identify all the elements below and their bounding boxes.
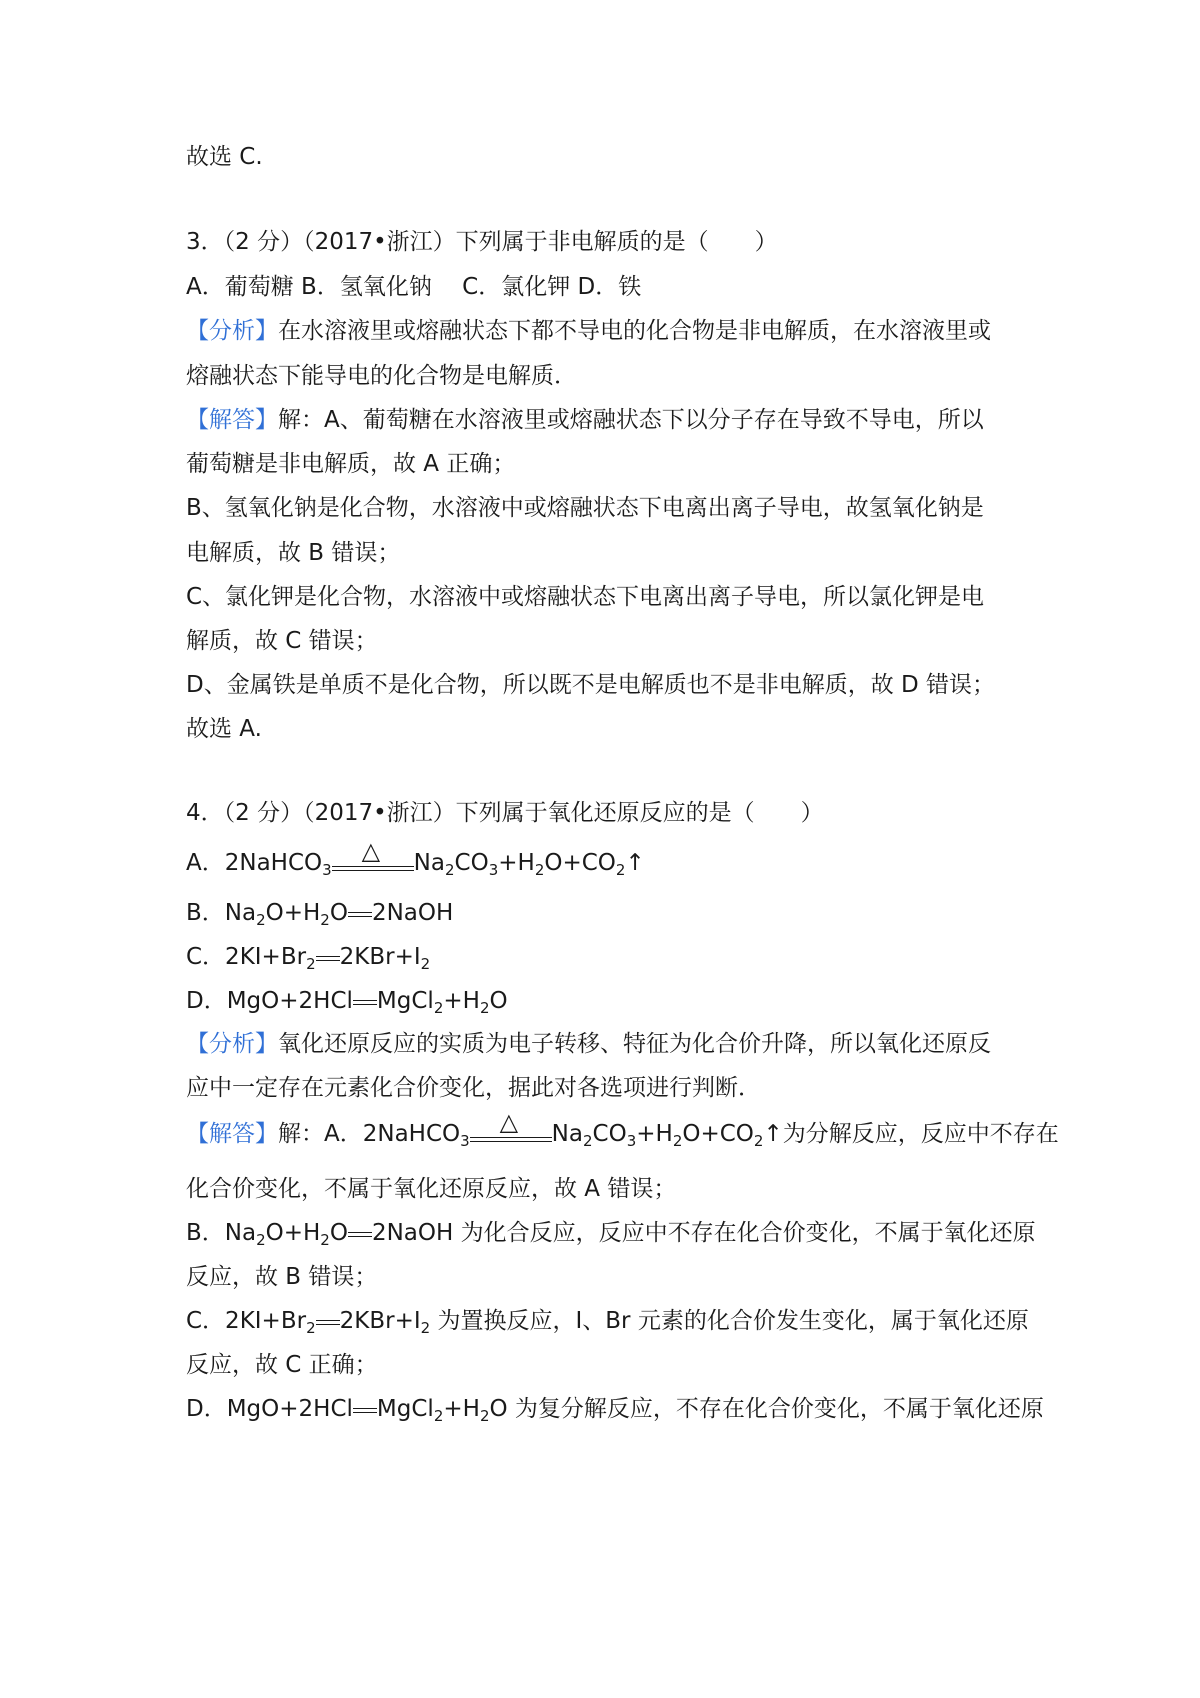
q4-analysis-line-1: 【分析】氧化还原反应的实质为电子转移、特征为化合价升降，所以氧化还原反 — [186, 1031, 991, 1057]
answer-tag: 【解答】 — [186, 1121, 278, 1147]
equals-sign — [348, 897, 372, 929]
q4-answer-line-4: 反应，故 B 错误； — [186, 1264, 378, 1290]
q3-answer-line-6: 解质，故 C 错误； — [186, 628, 378, 654]
q3-answer-line-2: 葡萄糖是非电解质，故 A 正确； — [186, 451, 516, 477]
q4-answer-line-2: 化合价变化，不属于氧化还原反应，故 A 错误； — [186, 1176, 677, 1202]
q3-answer-line-4: 电解质，故 B 错误； — [186, 540, 401, 566]
q4-option-a: A．2NaHCO$_3$ △ $Na_2CO_3+H_2O+CO_2↑$ — [186, 837, 645, 879]
q3-stem: 3．（2 分）（2017•浙江）下列属于非电解质的是（ ） — [186, 229, 778, 255]
equals-sign — [348, 1217, 372, 1249]
q3-answer-line-7: D、金属铁是单质不是化合物，所以既不是电解质也不是非电解质，故 D 错误； — [186, 672, 996, 698]
equals-sign — [316, 941, 340, 973]
q4-answer-line-3: B．$Na_2O+H_2O$ 2NaOH 为化合反应，反应中不存在化合价变化，不属于氧化还原 — [186, 1217, 1036, 1249]
equals-sign — [353, 985, 377, 1017]
analysis-tag: 【分析】 — [186, 1031, 278, 1057]
q4-answer-line-6: 反应，故 C 正确； — [186, 1352, 378, 1378]
analysis-tag: 【分析】 — [186, 318, 278, 344]
q2-conclusion: 故选 C. — [186, 144, 263, 170]
q3-analysis-line-2: 熔融状态下能导电的化合物是电解质． — [186, 363, 577, 389]
equals-sign — [316, 1305, 340, 1337]
q4-stem: 4．（2 分）（2017•浙江）下列属于氧化还原反应的是（ ） — [186, 800, 824, 826]
q4-answer-line-7: D．MgO+2HCl $MgCl_2+H_2O$ 为复分解反应，不存在化合价变化，不属于氧化还原 — [186, 1393, 1044, 1425]
q3-answer-line-8: 故选 A. — [186, 716, 262, 742]
q4-option-b: B．$Na_2O+H_2O$ 2NaOH — [186, 897, 453, 929]
heat-condition-icon: △ — [332, 847, 414, 879]
q3-answer-line-3: B、氢氧化钠是化合物，水溶液中或熔融状态下电离出离子导电，故氢氧化钠是 — [186, 495, 984, 521]
q4-option-c: C．$2KI+Br_2$ $2KBr+I_2$ — [186, 941, 430, 973]
q3-answer-line-5: C、氯化钾是化合物，水溶液中或熔融状态下电离出离子导电，所以氯化钾是电 — [186, 584, 985, 610]
q4-option-d: D．MgO+2HCl $MgCl_2+H_2O$ — [186, 985, 508, 1017]
q4-answer-line-5: C．$2KI+Br_2$ $2KBr+I_2$ 为置换反应，I、Br 元素的化合价发生变化，属于氧化还原 — [186, 1305, 1029, 1337]
q4-analysis-line-2: 应中一定存在元素化合价变化，据此对各选项进行判断． — [186, 1075, 761, 1101]
heat-condition-icon: △ — [470, 1118, 552, 1150]
q3-answer-line-1: 【解答】解：A、葡萄糖在水溶液里或熔融状态下以分子存在导致不导电，所以 — [186, 407, 984, 433]
equals-sign — [353, 1393, 377, 1425]
q3-analysis-line-1: 【分析】在水溶液里或熔融状态下都不导电的化合物是非电解质，在水溶液里或 — [186, 318, 991, 344]
q4-answer-line-1: 【解答】解：A．2NaHCO$_3$ △ $Na_2CO_3+H_2O+CO_2↑$为分解反应，反应中不存在 — [186, 1108, 1059, 1150]
answer-tag: 【解答】 — [186, 407, 278, 433]
q3-options: A．葡萄糖 B．氢氧化钠 C．氯化钾 D．铁 — [186, 274, 642, 300]
